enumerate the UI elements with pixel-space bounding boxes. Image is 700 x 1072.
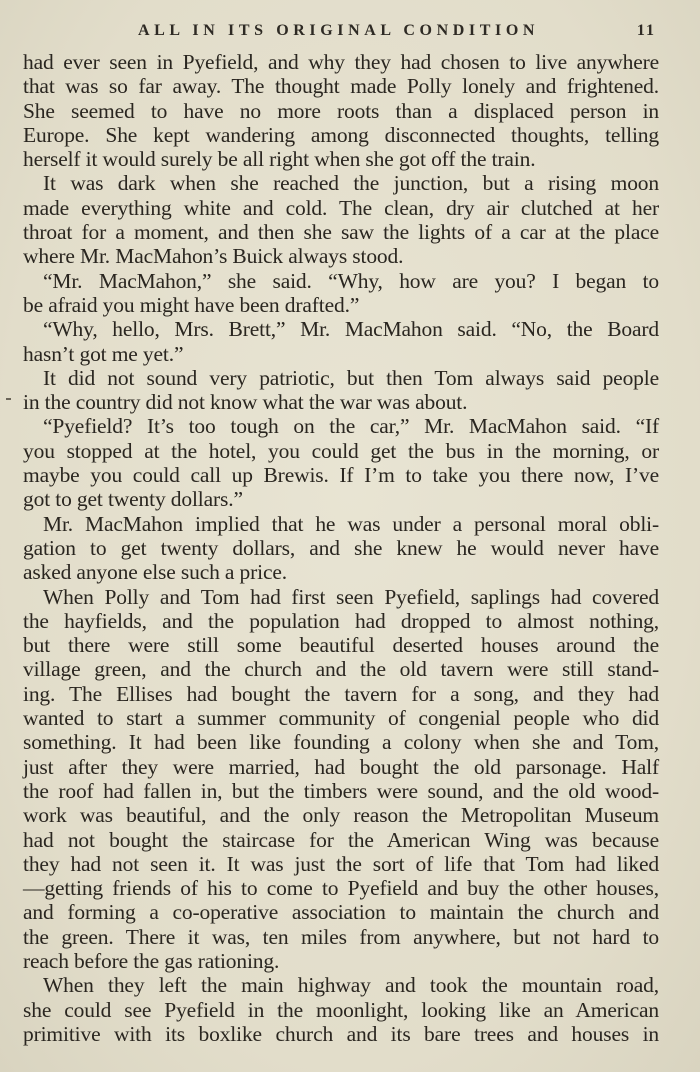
- text-line: work was beautiful, and the only reason the Metropolitan Museum: [23, 803, 659, 828]
- text-line: wanted to start a summer community of congenial people who did: [23, 706, 659, 731]
- text-line: where Mr. MacMahon’s Buick always stood.: [23, 244, 404, 269]
- text-line: and forming a co-operative association to maintain the church and: [23, 900, 659, 925]
- text-line: “Pyefield? It’s too tough on the car,” Mr. MacMahon said. “If: [43, 414, 659, 439]
- text-line: When Polly and Tom had first seen Pyefield, saplings had covered: [43, 584, 659, 609]
- text-line: “Why, hello, Mrs. Brett,” Mr. MacMahon said. “No, the Board: [43, 317, 659, 342]
- text-line: something. It had been like founding a colony when she and Tom,: [23, 730, 659, 755]
- text-line: the hayfields, and the population had dropped to almost nothing,: [23, 608, 659, 633]
- text-line: Mr. MacMahon implied that he was under a personal moral obli-: [43, 511, 659, 536]
- text-line: primitive with its boxlike church and its bare trees and houses in: [23, 1021, 659, 1046]
- text-line: the roof had fallen in, but the timbers were sound, and the old wood-: [23, 778, 659, 803]
- text-line: —getting friends of his to come to Pyefield and buy the other houses,: [23, 876, 659, 901]
- text-line: that was so far away. The thought made Polly lonely and frightened.: [23, 74, 659, 99]
- text-line: in the country did not know what the war was about.: [23, 390, 468, 415]
- text-line: ing. The Ellises had bought the tavern for a song, and they had: [23, 681, 659, 706]
- margin-speck: [6, 398, 11, 400]
- text-line: they had not seen it. It was just the sort of life that Tom had liked: [23, 851, 659, 876]
- text-line: reach before the gas rationing.: [23, 948, 280, 973]
- running-head-title: ALL IN ITS ORIGINAL CONDITION: [138, 22, 540, 39]
- text-line: asked anyone else such a price.: [23, 560, 287, 585]
- running-head: [0, 22, 700, 46]
- text-line: got to get twenty dollars.”: [23, 487, 243, 512]
- text-line: be afraid you might have been drafted.”: [23, 292, 360, 317]
- text-line: Europe. She kept wandering among disconnected thoughts, telling: [23, 122, 659, 147]
- text-line: When they left the main highway and took the mountain road,: [43, 973, 659, 998]
- text-line: throat for a moment, and then she saw the lights of a car at the place: [23, 220, 659, 245]
- text-line: She seemed to have no more roots than a displaced person in: [23, 98, 659, 123]
- text-line: gation to get twenty dollars, and she knew he would never have: [23, 535, 659, 560]
- text-line: village green, and the church and the old tavern were still stand-: [23, 657, 659, 682]
- text-line: had not bought the staircase for the American Wing was because: [23, 827, 659, 852]
- text-line: made everything white and cold. The clean, dry air clutched at her: [23, 195, 659, 220]
- text-line: just after they were married, had bought the old parsonage. Half: [23, 754, 659, 779]
- body-text: [23, 50, 659, 1046]
- page-number: 11: [636, 22, 656, 39]
- text-line: maybe you could call up Brewis. If I’m to take you there now, I’ve: [23, 463, 659, 488]
- text-line: It was dark when she reached the junction, but a rising moon: [43, 171, 659, 196]
- text-line: she could see Pyefield in the moonlight, looking like an American: [23, 997, 659, 1022]
- text-line: had ever seen in Pyefield, and why they had chosen to live anywhere: [23, 50, 659, 74]
- text-line: herself it would surely be all right when she got off the train.: [23, 147, 536, 172]
- text-line: “Mr. MacMahon,” she said. “Why, how are you? I began to: [43, 268, 659, 293]
- text-line: but there were still some beautiful deserted houses around the: [23, 633, 659, 658]
- text-line: you stopped at the hotel, you could get the bus in the morning, or: [23, 438, 659, 463]
- text-line: hasn’t got me yet.”: [23, 341, 184, 366]
- text-line: the green. There it was, ten miles from anywhere, but not hard to: [23, 924, 659, 949]
- text-line: It did not sound very patriotic, but then Tom always said people: [43, 365, 659, 390]
